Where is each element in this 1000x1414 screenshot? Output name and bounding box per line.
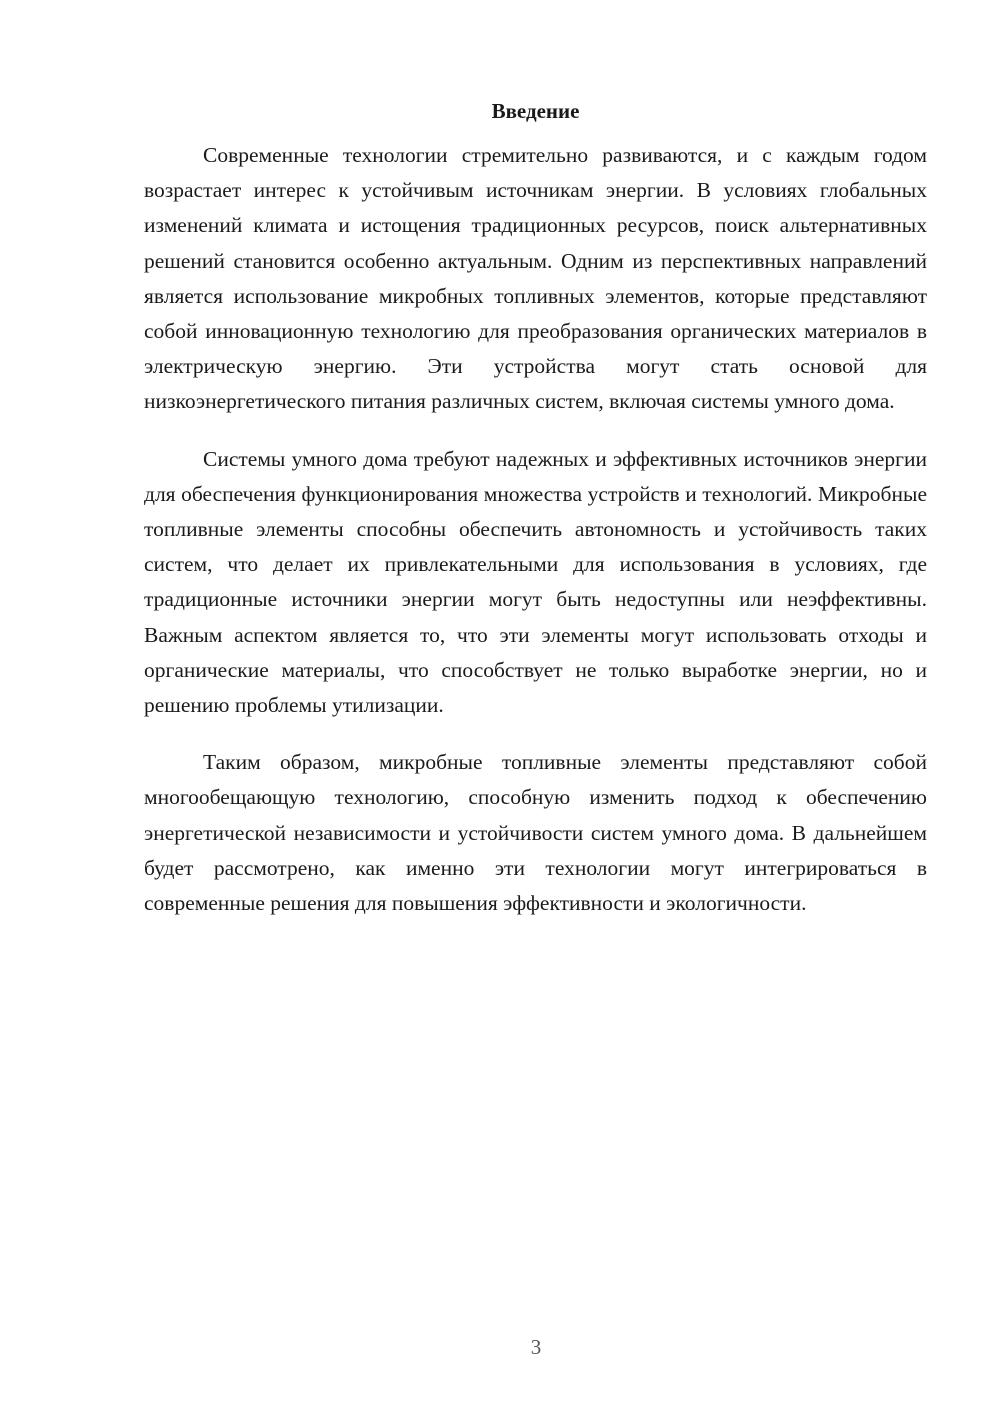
section-heading: Введение: [491, 99, 580, 123]
page-number: 3: [530, 1335, 542, 1359]
paragraph-3: Таким образом, микробные топливные элементы представляют собой многообещающую технологию, способную изменить подход к обеспечению энергетической независимости и устойчивости систем умного дома. В дальнейшем будет рассмотрено, как именно эти технологии могут интегрироваться в современные решения для повышения эффективности и экологичности.: [144, 750, 927, 916]
page-content: [144, 96, 927, 943]
paragraph-2: Системы умного дома требуют надежных и эффективных источников энергии для обеспечения функционирования множества устройств и технологий. Микробные топливные элементы способны обеспечить автономность и устойчивость таких систем, что делает их привлекательными для использования в условиях, где традиционные источники энергии могут быть недоступны или неэффективны. Важным аспектом является то, что эти элементы могут использовать отходы и органические материалы, что способствует не только выработке энергии, но и решению проблемы утилизации.: [144, 446, 927, 718]
paragraph-1: Современные технологии стремительно развиваются, и с каждым годом возрастает интерес к устойчивым источникам энергии. В условиях глобальных изменений климата и истощения традиционных ресурсов, поиск альтернативных решений становится особенно актуальным. Одним из перспективных направлений является использование микробных топливных элементов, которые представляют собой инновационную технологию для преобразования органических материалов в электрическую энергию. Эти устройства могут стать основой для низкоэнергетического питания различных систем, включая системы умного дома.: [144, 143, 927, 414]
